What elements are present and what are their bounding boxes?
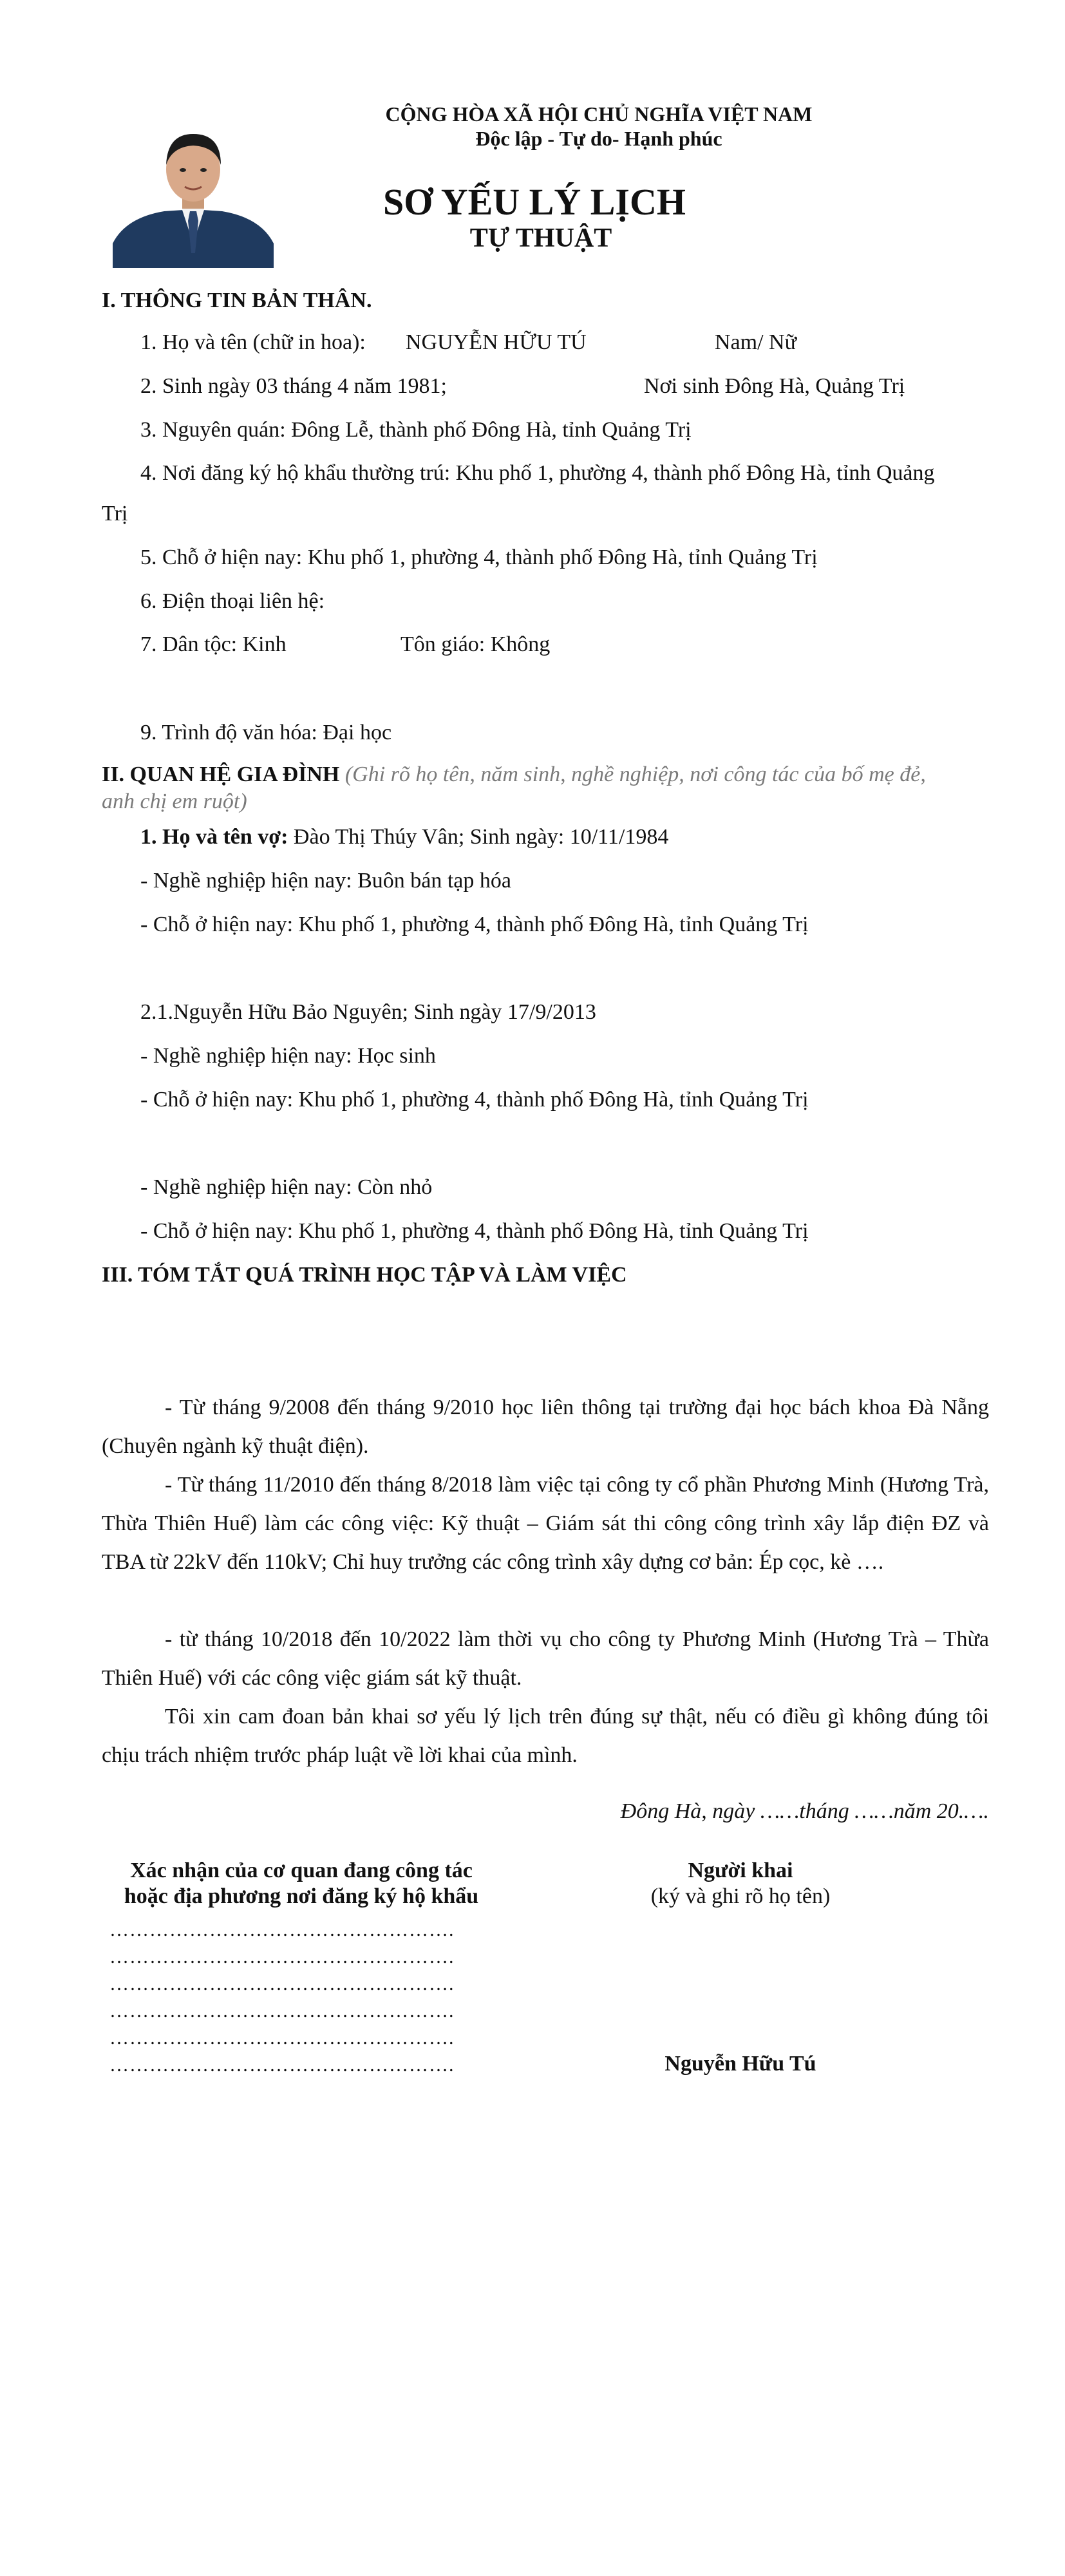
section-2-note: (Ghi rõ họ tên, năm sinh, nghề nghiệp, nơi công tác của bố mẹ đẻ,	[344, 762, 926, 786]
ethnicity: 7. Dân tộc: Kinh	[140, 632, 287, 656]
confirmation-dotted-line: …………………………………………….	[109, 1973, 455, 1994]
child-1-residence: - Chỗ ở hiện nay: Khu phố 1, phường 4, thành phố Đông Hà, tỉnh Quảng Trị	[140, 1088, 809, 1112]
confirmation-dotted-line: …………………………………………….	[109, 1946, 455, 1967]
spouse-label: 1. Họ và tên vợ:	[140, 825, 288, 849]
portrait-photo	[113, 115, 274, 268]
birthplace: Nơi sinh Đông Hà, Quảng Trị	[644, 374, 905, 398]
education-level: 9. Trình độ văn hóa: Đại học	[140, 721, 392, 744]
commitment-paragraph: Tôi xin cam đoan bản khai sơ yếu lý lịch trên đúng sự thật, nếu có điều gì không đúng tôi chịu trách nhiệm trước pháp luật về lời khai của mình.	[102, 1705, 989, 1767]
permanent-address-line1: 4. Nơi đăng ký hộ khẩu thường trú: Khu phố 1, phường 4, thành phố Đông Hà, tỉnh Quảng	[140, 461, 935, 485]
section-2-heading: II. QUAN HỆ GIA ĐÌNH	[102, 762, 340, 786]
spouse-value: Đào Thị Thúy Vân; Sinh ngày: 10/11/1984	[288, 825, 669, 849]
declarant-sign-note: (ký và ghi rõ họ tên)	[650, 1884, 831, 1908]
full-name-value: NGUYỄN HỮU TÚ	[406, 330, 587, 354]
declarant-title: Người khai	[688, 1859, 793, 1882]
document-title: SƠ YẾU LÝ LỊCH	[382, 181, 686, 223]
child-2-residence: - Chỗ ở hiện nay: Khu phố 1, phường 4, thành phố Đông Hà, tỉnh Quảng Trị	[140, 1219, 809, 1243]
document-subtitle: TỰ THUẬT	[469, 223, 612, 253]
national-motto: Độc lập - Tự do- Hạnh phúc	[475, 127, 722, 150]
spouse-occupation: - Nghề nghiệp hiện nay: Buôn bán tạp hóa	[140, 869, 511, 893]
current-residence: 5. Chỗ ở hiện nay: Khu phố 1, phường 4, thành phố Đông Hà, tỉnh Quảng Trị	[140, 545, 818, 569]
full-name-label: 1. Họ và tên (chữ in hoa):	[140, 330, 366, 354]
section-2-heading-line	[102, 762, 926, 788]
section-3-heading: III. TÓM TẮT QUÁ TRÌNH HỌC TẬP VÀ LÀM VIỆC	[102, 1263, 627, 1287]
career-paragraph-2: - Từ tháng 11/2010 đến tháng 8/2018 làm việc tại công ty cổ phần Phương Minh (Hương Trà, Thừa Thiên Huế) làm các công việc: Kỹ thuật – Giám sát thi công công trình xây lắp điện ĐZ và TBA từ 22kV đến 110kV; Chỉ huy trưởng các công trình xây dựng cơ bản: Ép cọc, kè ….	[102, 1473, 989, 1574]
confirmation-dotted-line: …………………………………………….	[109, 2054, 455, 2076]
confirmation-dotted-line: …………………………………………….	[109, 2027, 455, 2049]
section-2-note-line2: anh chị em ruột)	[102, 790, 247, 813]
confirmation-title-line2: hoặc địa phương nơi đăng ký hộ khẩu	[124, 1884, 479, 1908]
gender-field: Nam/ Nữ	[715, 330, 797, 354]
child-1-info: 2.1.Nguyễn Hữu Bảo Nguyên; Sinh ngày 17/9/2013	[140, 1000, 596, 1024]
confirmation-title-line1: Xác nhận của cơ quan đang công tác	[130, 1859, 473, 1882]
section-1-heading: I. THÔNG TIN BẢN THÂN.	[102, 289, 372, 312]
child-2-occupation: - Nghề nghiệp hiện nay: Còn nhỏ	[140, 1175, 433, 1199]
career-paragraph-3: - từ tháng 10/2018 đến 10/2022 làm thời vụ cho công ty Phương Minh (Hương Trà – Thừa Thiên Huế) với các công việc giám sát kỹ thuật.	[102, 1627, 989, 1690]
national-title: CỘNG HÒA XÃ HỘI CHỦ NGHĨA VIỆT NAM	[385, 102, 813, 126]
child-1-occupation: - Nghề nghiệp hiện nay: Học sinh	[140, 1044, 436, 1068]
phone-field: 6. Điện thoại liên hệ:	[140, 589, 325, 613]
declarant-name: Nguyễn Hữu Tú	[664, 2052, 816, 2076]
confirmation-dotted-line: …………………………………………….	[109, 2000, 455, 2022]
permanent-address-line2: Trị	[102, 502, 128, 526]
spouse-residence: - Chỗ ở hiện nay: Khu phố 1, phường 4, thành phố Đông Hà, tỉnh Quảng Trị	[140, 913, 809, 936]
religion: Tôn giáo: Không	[401, 632, 551, 656]
hometown: 3. Nguyên quán: Đông Lễ, thành phố Đông Hà, tỉnh Quảng Trị	[140, 418, 692, 442]
career-paragraph-1: - Từ tháng 9/2008 đến tháng 9/2010 học liên thông tại trường đại học bách khoa Đà Nẵng (Chuyên ngành kỹ thuật điện).	[102, 1396, 989, 1458]
confirmation-dotted-line: …………………………………………….	[109, 1919, 455, 1940]
spouse-line	[140, 824, 668, 850]
date-of-birth: 2. Sinh ngày 03 tháng 4 năm 1981;	[140, 374, 447, 398]
date-place-line: Đông Hà, ngày ……tháng ……năm 20.….	[620, 1799, 989, 1823]
